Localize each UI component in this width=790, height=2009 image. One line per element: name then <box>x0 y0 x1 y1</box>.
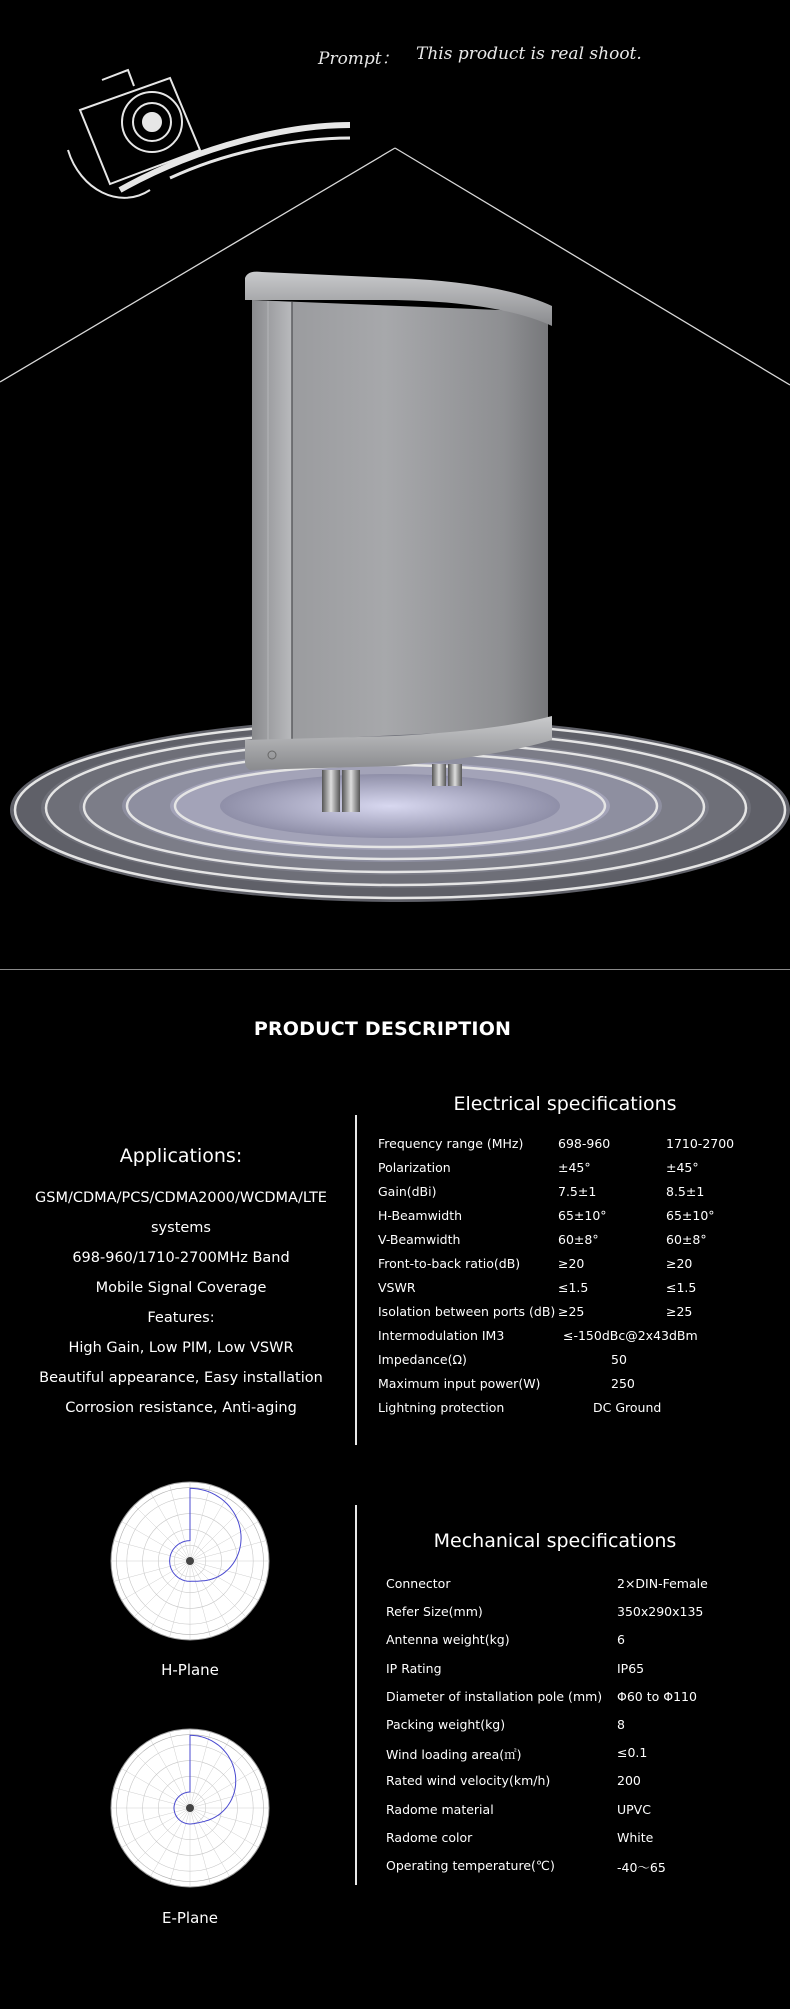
product-hero <box>0 0 790 970</box>
h-plane-label: H-Plane <box>161 1661 219 1679</box>
spec-value: 60±8° <box>666 1232 707 1247</box>
spec-name: Front-to-back ratio(dB) <box>378 1256 521 1271</box>
spec-value: ≥20 <box>558 1256 585 1271</box>
spec-name: V-Beamwidth <box>378 1232 461 1247</box>
e-plane-pattern <box>109 1727 271 1889</box>
spec-value: -40～65 <box>617 1860 666 1875</box>
spec-value: DC Ground <box>593 1400 662 1415</box>
spec-value: ≤1.5 <box>666 1280 697 1295</box>
spec-value: 698-960 <box>558 1136 611 1151</box>
mechanical-table <box>386 1576 776 1896</box>
spec-value: White <box>617 1829 654 1845</box>
divider <box>0 969 790 970</box>
spec-name: Antenna weight(kg) <box>386 1632 510 1648</box>
spec-value: 60±8° <box>558 1232 599 1247</box>
camera-icon <box>68 70 350 198</box>
spec-value: ±45° <box>558 1160 591 1175</box>
spec-value: ±45° <box>666 1160 699 1175</box>
spec-value: 2×DIN-Female <box>617 1576 708 1591</box>
spec-name: Radome material <box>386 1801 494 1817</box>
h-plane-pattern <box>109 1480 271 1642</box>
features-line: Corrosion resistance, Anti-aging <box>65 1400 297 1416</box>
spec-name: Intermodulation IM3 <box>378 1328 505 1343</box>
electrical-table <box>378 1136 778 1436</box>
column-divider <box>355 1115 357 1445</box>
spec-name: VSWR <box>378 1280 416 1295</box>
spec-name: Packing weight(kg) <box>386 1717 506 1732</box>
spec-name: Wind loading area(㎡) <box>386 1747 522 1763</box>
applications-line: GSM/CDMA/PCS/CDMA2000/WCDMA/LTE <box>35 1190 327 1206</box>
spec-value: 200 <box>617 1773 641 1789</box>
spec-value: ≥25 <box>558 1304 585 1319</box>
applications-line: 698-960/1710-2700MHz Band <box>72 1250 290 1266</box>
spec-name: Diameter of installation pole (mm) <box>386 1688 603 1704</box>
spec-value: ≥25 <box>666 1304 693 1319</box>
spec-value: 6 <box>617 1632 625 1648</box>
spec-name: Lightning protection <box>378 1400 505 1415</box>
spec-name: IP Rating <box>386 1660 442 1676</box>
mechanical-title: Mechanical specifications <box>433 1530 677 1552</box>
spec-name: Rated wind velocity(km/h) <box>386 1773 551 1789</box>
spec-name: Frequency range (MHz) <box>378 1136 524 1151</box>
section-title: PRODUCT DESCRIPTION <box>253 1018 512 1040</box>
electrical-title: Electrical specifications <box>453 1093 677 1115</box>
spec-value: 350x290x135 <box>617 1604 704 1620</box>
spec-value: ≤1.5 <box>558 1280 589 1295</box>
spec-name: Polarization <box>378 1160 451 1175</box>
spec-value: ≤0.1 <box>617 1745 648 1761</box>
spec-name: Connector <box>386 1576 451 1591</box>
applications-block <box>20 1145 342 1423</box>
spec-value: ≥20 <box>666 1256 693 1271</box>
spec-value: 250 <box>611 1376 635 1391</box>
spec-value: ≤-150dBc@2x43dBm <box>563 1328 698 1343</box>
prompt-label: Prompt： <box>318 49 399 69</box>
spec-value: IP65 <box>617 1660 645 1676</box>
spec-value: 1710-2700 <box>666 1136 735 1151</box>
spec-name: Radome color <box>386 1829 473 1845</box>
spec-name: Impedance(Ω) <box>378 1352 467 1367</box>
spec-name: H-Beamwidth <box>378 1208 463 1223</box>
spec-value: 50 <box>611 1352 627 1367</box>
applications-line: Mobile Signal Coverage <box>95 1280 267 1296</box>
spec-name: Isolation between ports (dB) <box>378 1304 556 1319</box>
spec-name: Maximum input power(W) <box>378 1376 541 1391</box>
spec-value: 7.5±1 <box>558 1184 597 1199</box>
spec-value: Φ60 to Φ110 <box>617 1688 697 1704</box>
column-divider <box>355 1505 357 1885</box>
e-plane-label: E-Plane <box>161 1909 219 1927</box>
features-line: High Gain, Low PIM, Low VSWR <box>68 1340 294 1356</box>
spec-name: Operating temperature(℃) <box>386 1858 555 1873</box>
features-line: Beautiful appearance, Easy installation <box>39 1370 323 1386</box>
spec-value: 65±10° <box>666 1208 715 1223</box>
features-title: Features: <box>147 1310 215 1326</box>
applications-line: systems <box>151 1220 211 1236</box>
spec-value: 8.5±1 <box>666 1184 705 1199</box>
applications-title: Applications: <box>119 1145 243 1167</box>
spec-value: 65±10° <box>558 1208 607 1223</box>
spec-name: Gain(dBi) <box>378 1184 437 1199</box>
spec-value: 8 <box>617 1717 625 1732</box>
spec-value: UPVC <box>617 1801 651 1817</box>
prompt-text: This product is real shoot. <box>416 44 642 64</box>
spec-name: Refer Size(mm) <box>386 1604 483 1620</box>
product-photo <box>0 0 790 970</box>
